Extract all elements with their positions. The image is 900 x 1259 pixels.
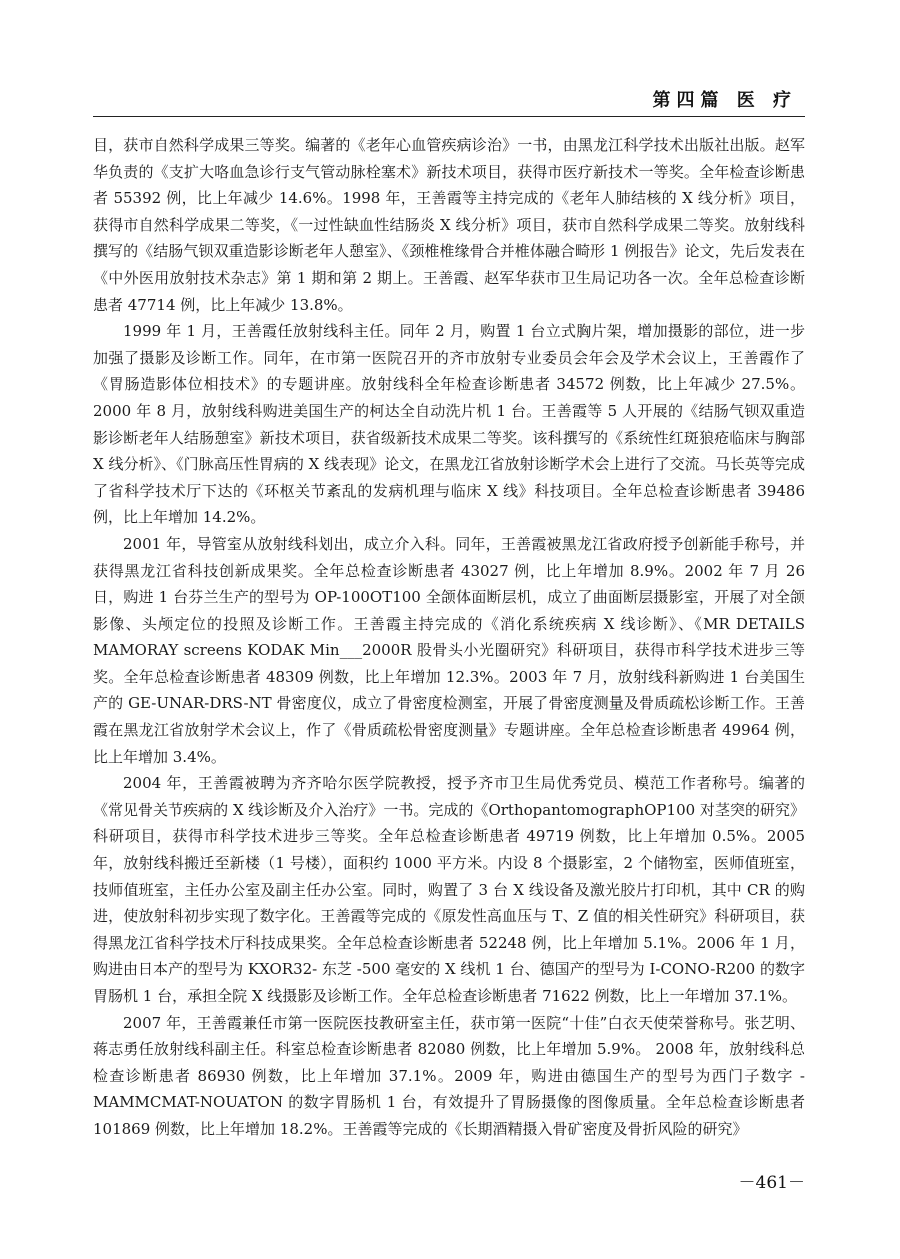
paragraph: 目，获市自然科学成果三等奖。编著的《老年心血管疾病诊治》一书，由黑龙江科学技术出版社出版。赵军华负责的《支扩大咯血急诊行支气管动脉栓塞术》新技术项目，获得市医疗新技术一等奖。全年检查诊断患者 55392 例，比上年减少 14.6%。1998 年，王善霞等主持完成的《老年人肺结核的 X 线分析》项目，获得市自然科学成果二等奖，《一过性缺血性结肠炎 X 线分析》项目，获市自然科学成果二等奖。放射线科撰写的《结肠气钡双重造影诊断老年人憩室》、《颈椎椎缘骨合并椎体融合畸形 1 例报告》论文，先后发表在《中外医用放射技术杂志》第 1 期和第 2 期上。王善霞、赵军华获市卫生局记功各一次。全年总检查诊断患者 47714 例，比上年减少 13.8%。	[93, 136, 805, 314]
paragraph: 1999 年 1 月，王善霞任放射线科主任。同年 2 月，购置 1 台立式胸片架，增加摄影的部位，进一步加强了摄影及诊断工作。同年，在市第一医院召开的齐市放射专业委员会年会及学术会议上，王善霞作了《胃肠造影体位相技术》的专题讲座。放射线科全年检查诊断患者 34572 例数，比上年减少 27.5%。2000 年 8 月，放射线科购进美国生产的柯达全自动洗片机 1 台。王善霞等 5 人开展的《结肠气钡双重造影诊断老年人结肠憩室》新技术项目，获省级新技术成果二等奖。该科撰写的《系统性红斑狼疮临床与胸部 X 线分析》、《门脉高压性胃病的 X 线表现》论文，在黑龙江省放射诊断学术会上进行了交流。马长英等完成了省科学技术厅下达的《环枢关节紊乱的发病机理与临床 X 线》科技项目。全年总检查诊断患者 39486 例，比上年增加 14.2%。	[93, 322, 805, 527]
body-text	[93, 132, 805, 1143]
paragraph: 2007 年，王善霞兼任市第一医院医技教研室主任，获市第一医院“十佳”白衣天使荣誉称号。张艺明、蒋志勇任放射线科副主任。科室总检查诊断患者 82080 例数，比上年增加 5.9%。 2008 年，放射线科总检查诊断患者 86930 例数，比上年增加 37.1%。2009 年，购进由德国生产的型号为西门子数字 -MAMMCMAT-NOUATON 的数字胃肠机 1 台，有效提升了胃肠摄像的图像质量。全年总检查诊断患者 101869 例数，比上年增加 18.2%。王善霞等完成的《长期酒精摄入骨矿密度及骨折风险的研究》	[93, 1013, 805, 1138]
section-title: 第四篇 医 疗	[652, 90, 797, 111]
page-number: －461－	[738, 1173, 805, 1193]
paragraph: 2004 年，王善霞被聘为齐齐哈尔医学院教授，授予齐市卫生局优秀党员、模范工作者称号。编著的《常见骨关节疾病的 X 线诊断及介入治疗》一书。完成的《OrthopantomographOP100 对茎突的研究》科研项目，获得市科学技术进步三等奖。全年总检查诊断患者 49719 例数，比上年增加 0.5%。2005 年，放射线科搬迁至新楼（1 号楼），面积约 1000 平方米。内设 8 个摄影室，2 个储物室，医师值班室，技师值班室，主任办公室及副主任办公室。同时，购置了 3 台 X 线设备及激光胶片打印机，其中 CR 的购进，使放射科初步实现了数字化。王善霞等完成的《原发性高血压与 T、Z 值的相关性研究》科研项目，获得黑龙江省科学技术厅科技成果奖。全年总检查诊断患者 52248 例，比上年增加 5.1%。2006 年 1 月，购进由日本产的型号为 KXOR32- 东芝 -500 毫安的 X 线机 1 台、德国产的型号为 I-CONO-R200 的数字胃肠机 1 台，承担全院 X 线摄影及诊断工作。全年总检查诊断患者 71622 例数，比上一年增加 37.1%。	[93, 774, 805, 1005]
paragraph: 2001 年，导管室从放射线科划出，成立介入科。同年，王善霞被黑龙江省政府授予创新能手称号，并获得黑龙江省科技创新成果奖。全年总检查诊断患者 43027 例，比上年增加 8.9%。2002 年 7 月 26 日，购进 1 台芬兰生产的型号为 OP-100OT100 全颌体面断层机，成立了曲面断层摄影室，开展了对全颌影像、头颅定位的投照及诊断工作。王善霞主持完成的《消化系统疾病 X 线诊断》、《MR DETAILS MAMORAY screens KODAK Min___2000R 股骨头小光圈研究》科研项目，获得市科学技术进步三等奖。全年总检查诊断患者 48309 例数，比上年增加 12.3%。2003 年 7 月，放射线科新购进 1 台美国生产的 GE-UNAR-DRS-NT 骨密度仪，成立了骨密度检测室，开展了骨密度测量及骨质疏松诊断工作。王善霞在黑龙江省放射学术会议上，作了《骨质疏松骨密度测量》专题讲座。全年总检查诊断患者 49964 例，比上年增加 3.4%。	[93, 534, 805, 766]
running-header	[93, 84, 805, 117]
